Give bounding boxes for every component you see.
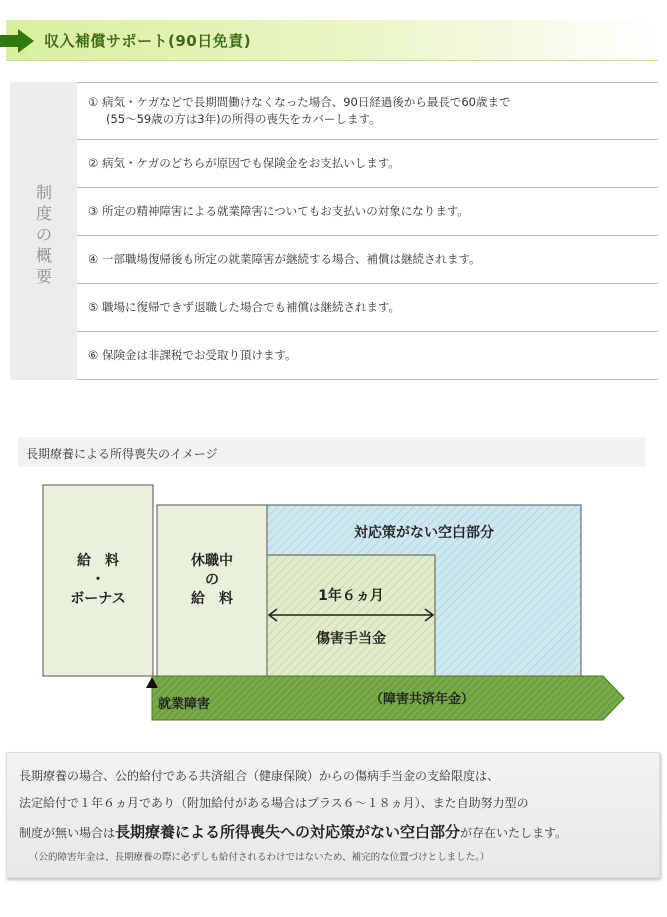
salary-label: 給 料 ・ ボーナス	[70, 553, 126, 607]
overview-label: 制度の概要	[35, 183, 52, 286]
note-text: が存在いたします。	[460, 826, 568, 840]
overview-item	[77, 283, 658, 331]
section-title: 収入補償サポート(90日免責)	[44, 32, 252, 50]
overview-item-text: ④ 一部職場復帰後も所定の就業障害が継続する場合、補償は継続されます。	[88, 252, 481, 266]
overview-item-text: ⑥ 保険金は非課税でお受取り頂けます。	[88, 348, 297, 362]
overview-item	[77, 187, 658, 235]
overview-rows	[77, 82, 658, 380]
overview-side-cell	[10, 82, 77, 380]
overview-item-text: ② 病気・ケガのどちらが原因でも保険金をお支払いします。	[88, 156, 400, 170]
overview-bottom-border	[77, 379, 658, 380]
section-header	[6, 20, 658, 61]
pension-label: （障害共済年金）	[370, 692, 475, 707]
overview-table	[10, 82, 658, 380]
overview-item-text: ③ 所定の精神障害による就業障害についてもお支払いの対象になります。	[88, 204, 469, 218]
disability-label: 就業障害	[158, 697, 211, 712]
right-arrow-icon	[0, 29, 34, 53]
explanation-note	[6, 752, 660, 878]
gap-label: 対応策がない空白部分	[354, 525, 494, 541]
image-title-bar	[18, 437, 645, 467]
note-text: 制度が無い場合は	[19, 826, 116, 840]
period-label: 1年６ヵ月	[318, 588, 384, 604]
leave-salary-label: 休職中 の 給 料	[191, 553, 233, 607]
overview-item-text: ① 病気・ケガなどで長期間働けなくなった場合、90日経過後から最長で60歳まで	[88, 95, 511, 109]
image-title: 長期療養による所得喪失のイメージ	[26, 447, 218, 461]
allowance-label: 傷害手当金	[316, 631, 386, 647]
note-line	[19, 821, 567, 842]
overview-item	[77, 331, 658, 379]
note-line: 法定給付で１年６ヵ月であり（附加給付がある場合はプラス６～１８ヵ月）、また自助努力型の	[19, 796, 529, 810]
note-emphasis: 長期療養による所得喪失への対応策がない空白部分	[115, 823, 461, 841]
note-footnote: （公的障害年金は、長期療養の際に必ずしも給付されるわけではないため、補完的な位置づけとしました。）	[29, 852, 490, 863]
overview-item	[77, 235, 658, 283]
overview-item	[77, 82, 658, 139]
overview-item-text: ⑤ 職場に復帰できず退職した場合でも補償は継続されます。	[88, 300, 401, 314]
overview-item-text-cont: (55～59歳の方は3年)の所得の喪失をカバーします。	[106, 112, 381, 126]
overview-item	[77, 139, 658, 187]
note-line: 長期療養の場合、公的給付である共済組合（健康保険）からの傷病手当金の支給限度は、	[19, 769, 500, 783]
income-loss-diagram	[0, 470, 667, 730]
